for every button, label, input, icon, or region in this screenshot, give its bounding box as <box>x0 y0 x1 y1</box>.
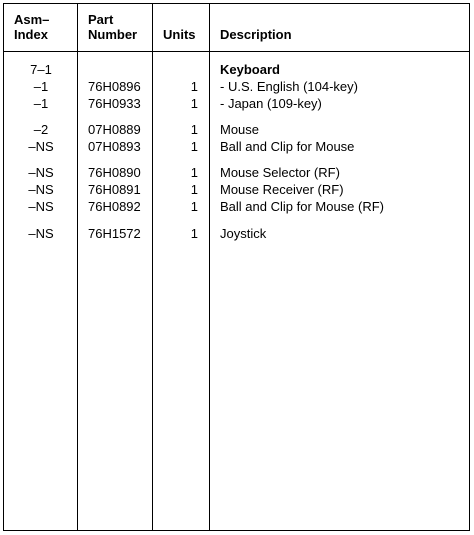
row-units: 1 <box>190 79 198 94</box>
header-asm-index-line1: Asm– <box>14 12 50 27</box>
header-units: Units <box>163 27 196 42</box>
row-description: Mouse <box>220 122 260 137</box>
header-part-number-line2: Number <box>88 27 138 42</box>
row-index: 7–1 <box>30 62 52 77</box>
row-index: –NS <box>28 199 54 214</box>
row-index: –2 <box>33 122 49 137</box>
header-asm-index <box>14 12 49 42</box>
row-index: –1 <box>33 79 49 94</box>
row-description: Ball and Clip for Mouse <box>220 139 355 154</box>
row-description: Joystick <box>220 226 267 241</box>
row-description: Mouse Selector (RF) <box>220 165 340 180</box>
row-units: 1 <box>190 226 198 241</box>
row-description: - U.S. English (104-key) <box>220 79 358 94</box>
column-divider <box>209 3 210 531</box>
row-index: –NS <box>28 182 54 197</box>
row-index: –NS <box>28 226 54 241</box>
row-part-number: 07H0893 <box>88 139 141 154</box>
row-units: 1 <box>190 199 198 214</box>
row-units: 1 <box>190 165 198 180</box>
row-part-number: 76H1572 <box>88 226 141 241</box>
row-part-number: 76H0891 <box>88 182 141 197</box>
header-divider <box>3 51 470 52</box>
row-index: –1 <box>33 96 49 111</box>
row-part-number: 76H0890 <box>88 165 141 180</box>
header-part-number <box>88 12 137 42</box>
row-description: Mouse Receiver (RF) <box>220 182 344 197</box>
row-description: - Japan (109-key) <box>220 96 322 111</box>
row-part-number: 76H0933 <box>88 96 141 111</box>
column-divider <box>77 3 78 531</box>
row-description: Ball and Clip for Mouse (RF) <box>220 199 384 214</box>
row-units: 1 <box>190 122 198 137</box>
row-units: 1 <box>190 139 198 154</box>
header-part-number-line1: Part <box>88 12 114 27</box>
header-asm-index-line2: Index <box>14 27 48 42</box>
row-part-number: 76H0892 <box>88 199 141 214</box>
row-part-number: 76H0896 <box>88 79 141 94</box>
row-units: 1 <box>190 96 198 111</box>
row-index: –NS <box>28 139 54 154</box>
row-index: –NS <box>28 165 54 180</box>
row-description: Keyboard <box>220 62 280 77</box>
row-units: 1 <box>190 182 198 197</box>
header-description: Description <box>220 27 292 42</box>
row-part-number: 07H0889 <box>88 122 141 137</box>
